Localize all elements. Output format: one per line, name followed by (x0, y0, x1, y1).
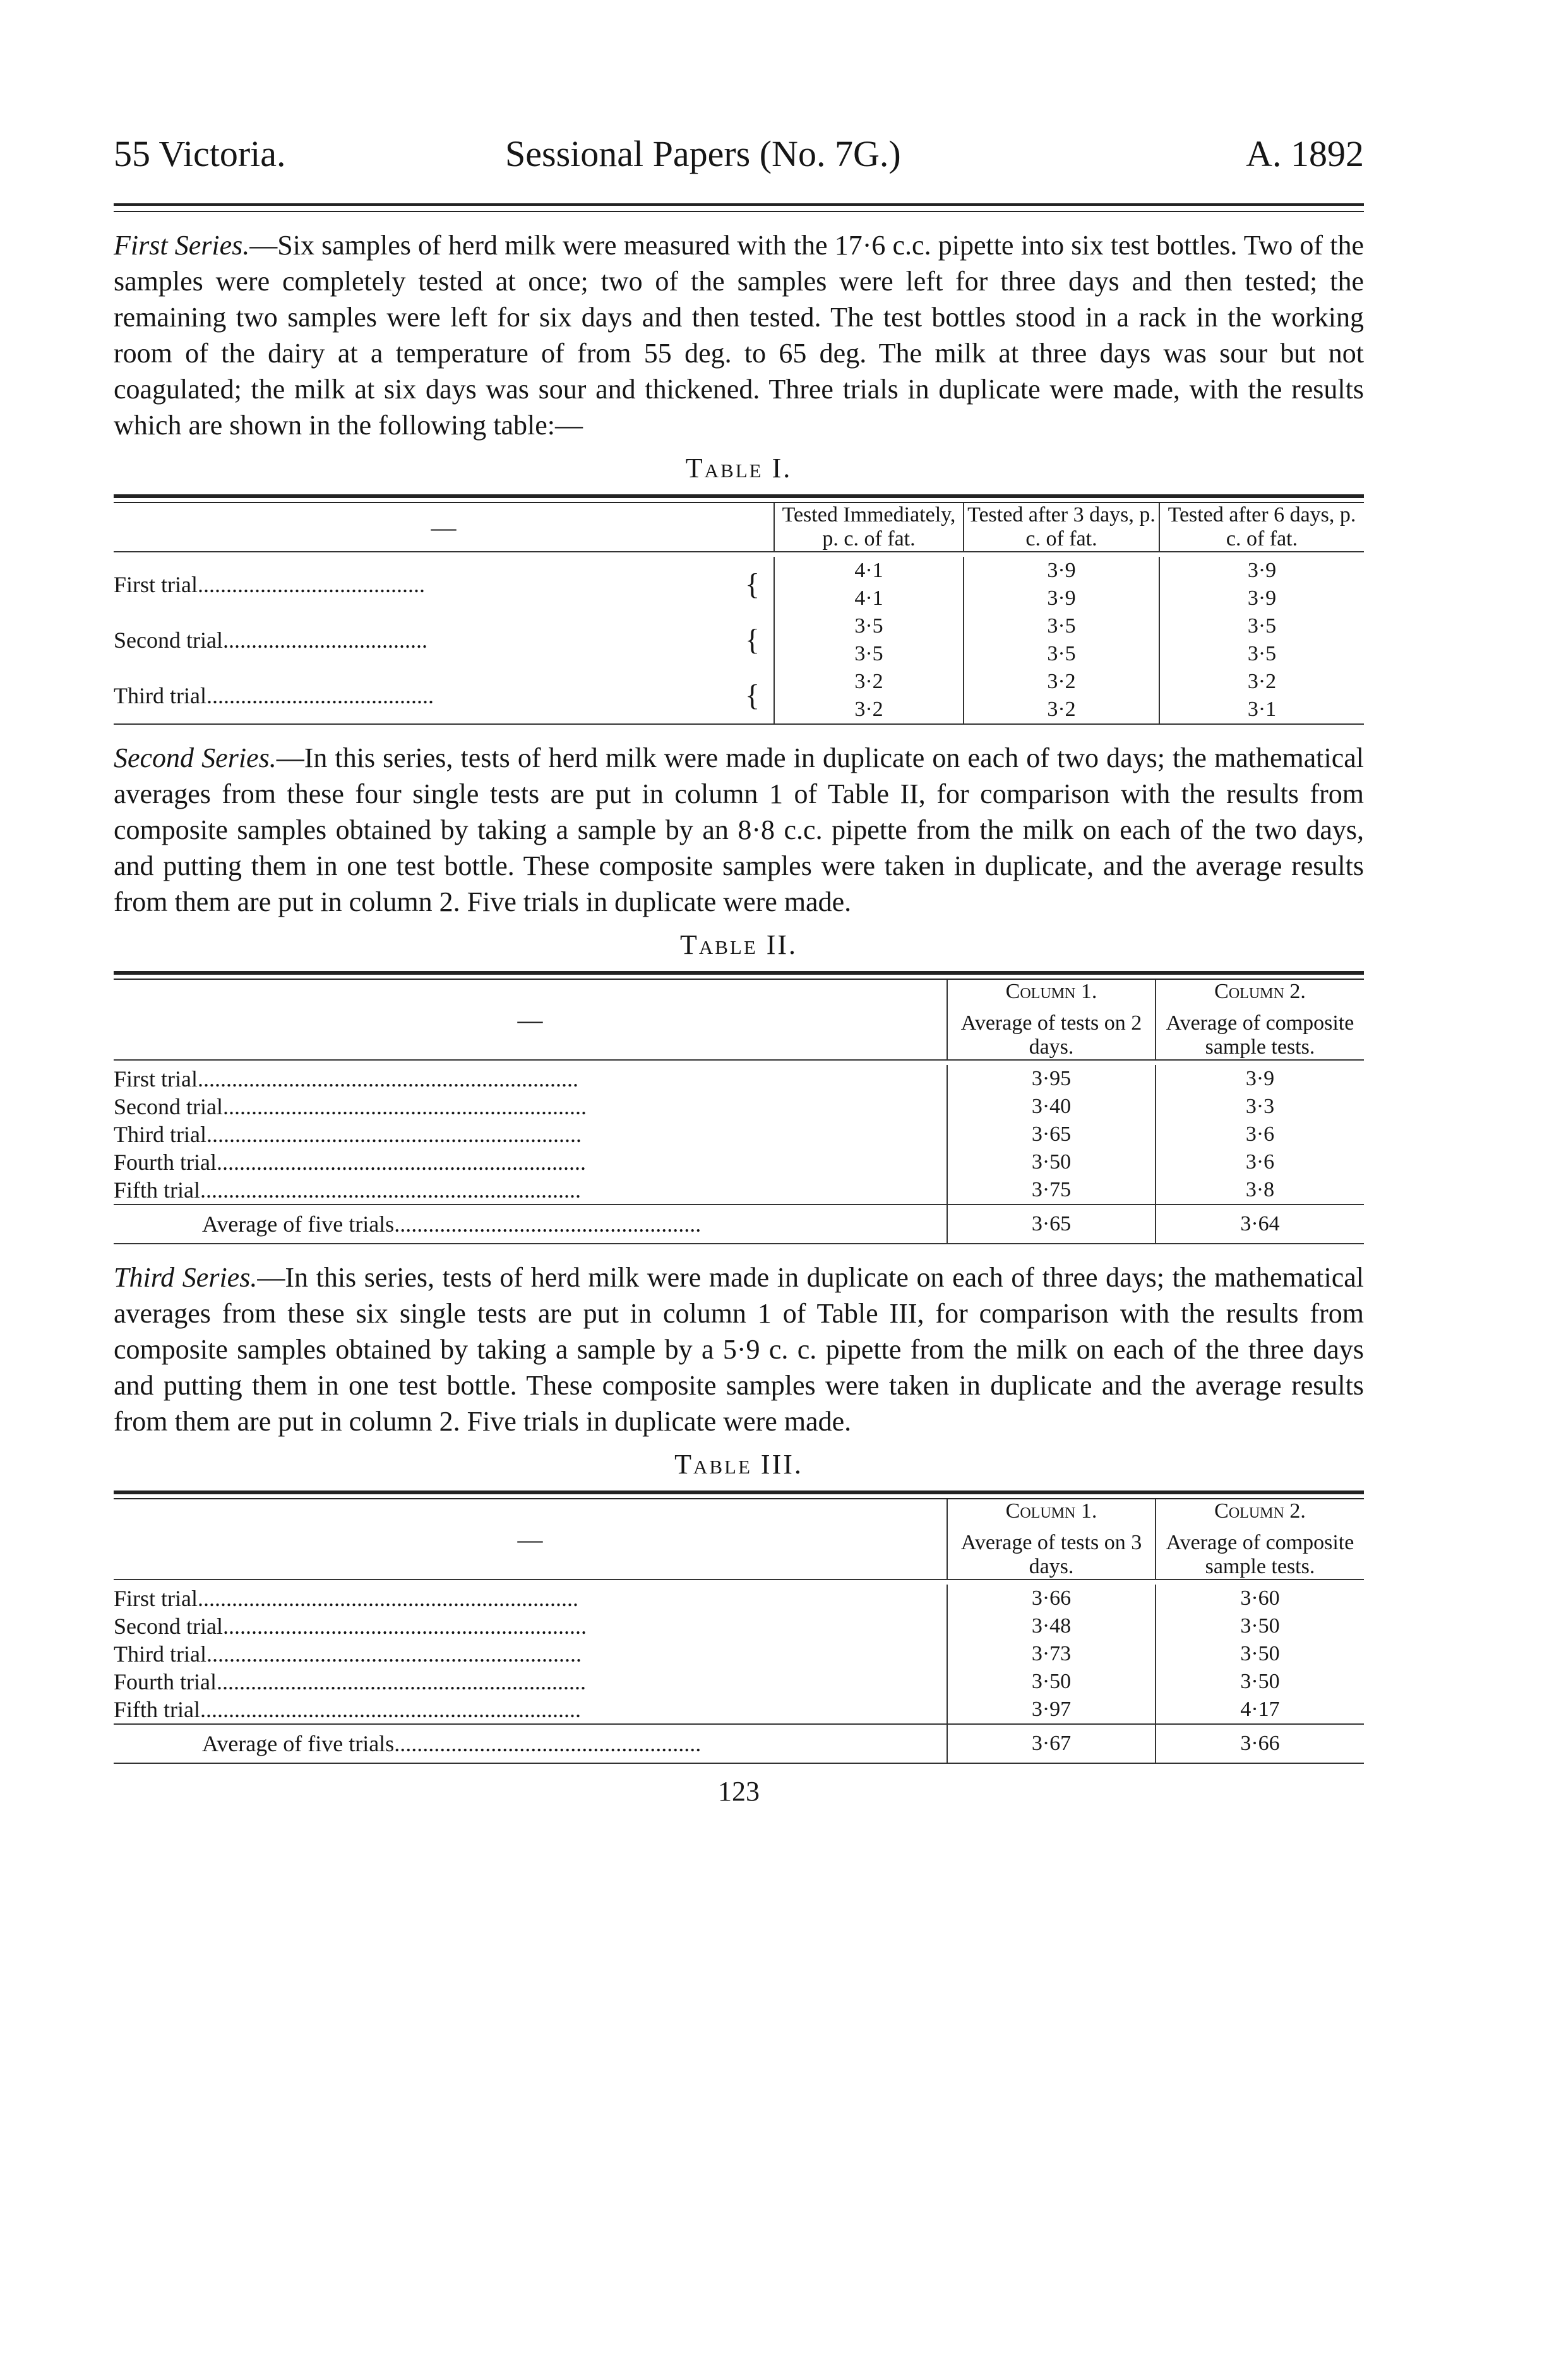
table-row (114, 552, 1364, 557)
average-row (114, 1724, 1364, 1763)
header-volume: 55 Victoria. (114, 133, 286, 174)
cell-value: 3·9 (964, 585, 1159, 612)
table-1-header-row (114, 503, 1364, 552)
row-label: Second trial.................................... (114, 628, 427, 653)
average-label: Average of five trials...................................................... (114, 1724, 947, 1763)
row-label: Second trial................................................................ (114, 1094, 587, 1119)
average-row (114, 1205, 1364, 1243)
table-row (114, 1065, 1364, 1093)
cell-value: 3·2 (964, 696, 1159, 723)
cell-value: 3·5 (774, 612, 964, 640)
brace-glyph: { (745, 623, 760, 657)
table-row (114, 1585, 1364, 1612)
cell-value: 3·48 (947, 1612, 1156, 1640)
cell-value: 3·73 (947, 1640, 1156, 1668)
cell-value: 3·50 (1156, 1668, 1364, 1696)
header-rule (114, 203, 1364, 212)
cell-value: 3·50 (947, 1668, 1156, 1696)
table-row (114, 1148, 1364, 1176)
table-2-col-2-header (1156, 980, 1364, 1060)
cell-value: 4·1 (774, 557, 964, 585)
first-series-paragraph (114, 227, 1364, 443)
cell-value: 3·2 (964, 668, 1159, 696)
table-2-bottom-rule (114, 1243, 1364, 1244)
table-row (114, 1580, 1364, 1585)
first-series-text: —Six samples of herd milk were measured with the 17·6 c.c. pipette into six test bottles. Two of the samples were completely tested at once; two of the samples were left for three days and then tested; the remaining two samples were left for six days and then tested. The test bottles stood in a rack in the working room of the dairy at a temperature of from 55 deg. to 65 deg. The milk at three days was sour but not coagulated; the milk at six days was sour and thickened. Three trials in duplicate were made, with the results which are shown in the following table:— (114, 230, 1364, 441)
table-row (114, 1696, 1364, 1724)
table-2-header-row (114, 980, 1364, 1060)
cell-value: 3·5 (1159, 612, 1364, 640)
third-series-text: —In this series, tests of herd milk were made in duplicate on each of three days; the mathematical averages from these six single tests are put in column 1 of Table III, for comparison with the results from composite samples obtained by taking a sample by a 5·9 c. c. pipette from the milk on each of the three days and putting them in one test bottle. These composite samples were taken in duplicate and the average results from them are put in column 2. Five trials in duplicate were made. (114, 1262, 1365, 1437)
row-label: First trial........................................ (114, 572, 425, 597)
brace-glyph: { (745, 568, 760, 601)
cell-value: 3·9 (1156, 1065, 1364, 1093)
average-col-1: 3·67 (947, 1724, 1156, 1763)
third-series-title: Third Series. (114, 1262, 258, 1293)
row-label: First trial................................................................... (114, 1586, 578, 1611)
cell-value: 4·1 (774, 585, 964, 612)
table-row (114, 1668, 1364, 1696)
cell-value: 3·9 (1159, 585, 1364, 612)
row-label: Fifth trial................................................................... (114, 1177, 581, 1203)
col-2-subtitle: Average of composite sample tests. (1166, 1011, 1354, 1059)
table-3-bottom-rule (114, 1763, 1364, 1764)
cell-value: 3·50 (1156, 1612, 1364, 1640)
table-2-top-rule (114, 971, 1364, 980)
table-1-col-immediately: Tested Immediately, p. c. of fat. (774, 503, 964, 552)
row-label: Fourth trial................................................................. (114, 1150, 586, 1175)
table-row (114, 557, 1364, 585)
table-1 (114, 503, 1364, 723)
table-3-stub-dash: — (517, 1525, 543, 1554)
cell-value: 3·75 (947, 1176, 1156, 1205)
cell-value: 3·8 (1156, 1176, 1364, 1205)
col-2-title: Column 2. (1214, 1499, 1306, 1523)
table-row (114, 1093, 1364, 1121)
table-3-caption: Table III. (674, 1449, 803, 1480)
cell-value: 3·95 (947, 1065, 1156, 1093)
header-title: Sessional Papers (No. 7G.) (505, 133, 901, 174)
table-3-header-row (114, 1499, 1364, 1580)
table-3-top-rule (114, 1490, 1364, 1499)
cell-value: 3·2 (774, 696, 964, 723)
table-row (114, 1060, 1364, 1065)
header-year: A. 1892 (1246, 133, 1364, 174)
col-1-subtitle: Average of tests on 3 days. (960, 1531, 1142, 1578)
table-row (114, 1640, 1364, 1668)
cell-value: 3·6 (1156, 1121, 1364, 1148)
second-series-text: —In this series, tests of herd milk were made in duplicate on each of two days; the mathematical averages from these four single tests are put in column 1 of Table II, for comparison with the results from composite samples obtained by taking a sample by an 8·8 c.c. pipette from the milk on each of the two days, and putting them in one test bottle. These composite samples were taken in duplicate, and the average results from them are put in column 2. Five trials in duplicate were made. (114, 742, 1365, 917)
col-1-title: Column 1. (1005, 980, 1097, 1003)
cell-value: 3·9 (1159, 557, 1364, 585)
running-head (114, 133, 1364, 189)
table-2-col-1-header (947, 980, 1156, 1060)
table-3 (114, 1499, 1364, 1763)
table-2 (114, 980, 1364, 1243)
cell-value: 3·3 (1156, 1093, 1364, 1121)
cell-value: 3·1 (1159, 696, 1364, 723)
table-1-col-6-days: Tested after 6 days, p. c. of fat. (1159, 503, 1364, 552)
row-label: Third trial........................................ (114, 683, 434, 708)
table-row (114, 668, 1364, 696)
second-series-title: Second Series. (114, 742, 277, 773)
table-1-bottom-rule (114, 723, 1364, 725)
cell-value: 3·60 (1156, 1585, 1364, 1612)
table-row (114, 1612, 1364, 1640)
table-2-caption: Table II. (679, 929, 798, 960)
average-label: Average of five trials...................................................... (114, 1205, 947, 1243)
table-1-col-3-days: Tested after 3 days, p. c. of fat. (964, 503, 1159, 552)
cell-value: 3·40 (947, 1093, 1156, 1121)
cell-value: 3·5 (964, 612, 1159, 640)
cell-value: 3·6 (1156, 1148, 1364, 1176)
average-col-2: 3·64 (1156, 1205, 1364, 1243)
brace-glyph: { (745, 679, 760, 712)
cell-value: 3·97 (947, 1696, 1156, 1724)
row-label: Third trial.................................................................. (114, 1122, 582, 1147)
table-3-col-1-header (947, 1499, 1156, 1580)
second-series-paragraph (114, 740, 1364, 920)
table-3-col-2-header (1156, 1499, 1364, 1580)
cell-value: 3·66 (947, 1585, 1156, 1612)
table-row (114, 1176, 1364, 1205)
row-label: First trial................................................................... (114, 1066, 578, 1092)
document-page (114, 133, 1364, 1807)
row-label: Fifth trial................................................................... (114, 1697, 581, 1722)
table-1-top-rule (114, 494, 1364, 503)
cell-value: 3·5 (774, 640, 964, 668)
third-series-paragraph (114, 1259, 1364, 1439)
col-1-subtitle: Average of tests on 2 days. (960, 1011, 1142, 1059)
cell-value: 3·9 (964, 557, 1159, 585)
col-2-subtitle: Average of composite sample tests. (1166, 1531, 1354, 1578)
cell-value: 3·65 (947, 1121, 1156, 1148)
col-2-title: Column 2. (1214, 980, 1306, 1003)
cell-value: 3·5 (1159, 640, 1364, 668)
table-1-caption: Table I. (685, 453, 792, 484)
row-label: Third trial.................................................................. (114, 1641, 582, 1667)
cell-value: 3·50 (947, 1148, 1156, 1176)
cell-value: 3·2 (1159, 668, 1364, 696)
cell-value: 3·5 (964, 640, 1159, 668)
cell-value: 4·17 (1156, 1696, 1364, 1724)
row-label: Second trial................................................................ (114, 1614, 587, 1639)
average-col-2: 3·66 (1156, 1724, 1364, 1763)
col-1-title: Column 1. (1005, 1499, 1097, 1523)
table-1-stub-dash: — (431, 513, 457, 542)
average-col-1: 3·65 (947, 1205, 1156, 1243)
first-series-title: First Series. (114, 230, 250, 261)
cell-value: 3·2 (774, 668, 964, 696)
row-label: Fourth trial................................................................. (114, 1669, 586, 1694)
table-row (114, 1121, 1364, 1148)
table-row (114, 612, 1364, 640)
table-2-stub-dash: — (517, 1005, 543, 1034)
page-number: 123 (718, 1776, 760, 1807)
cell-value: 3·50 (1156, 1640, 1364, 1668)
